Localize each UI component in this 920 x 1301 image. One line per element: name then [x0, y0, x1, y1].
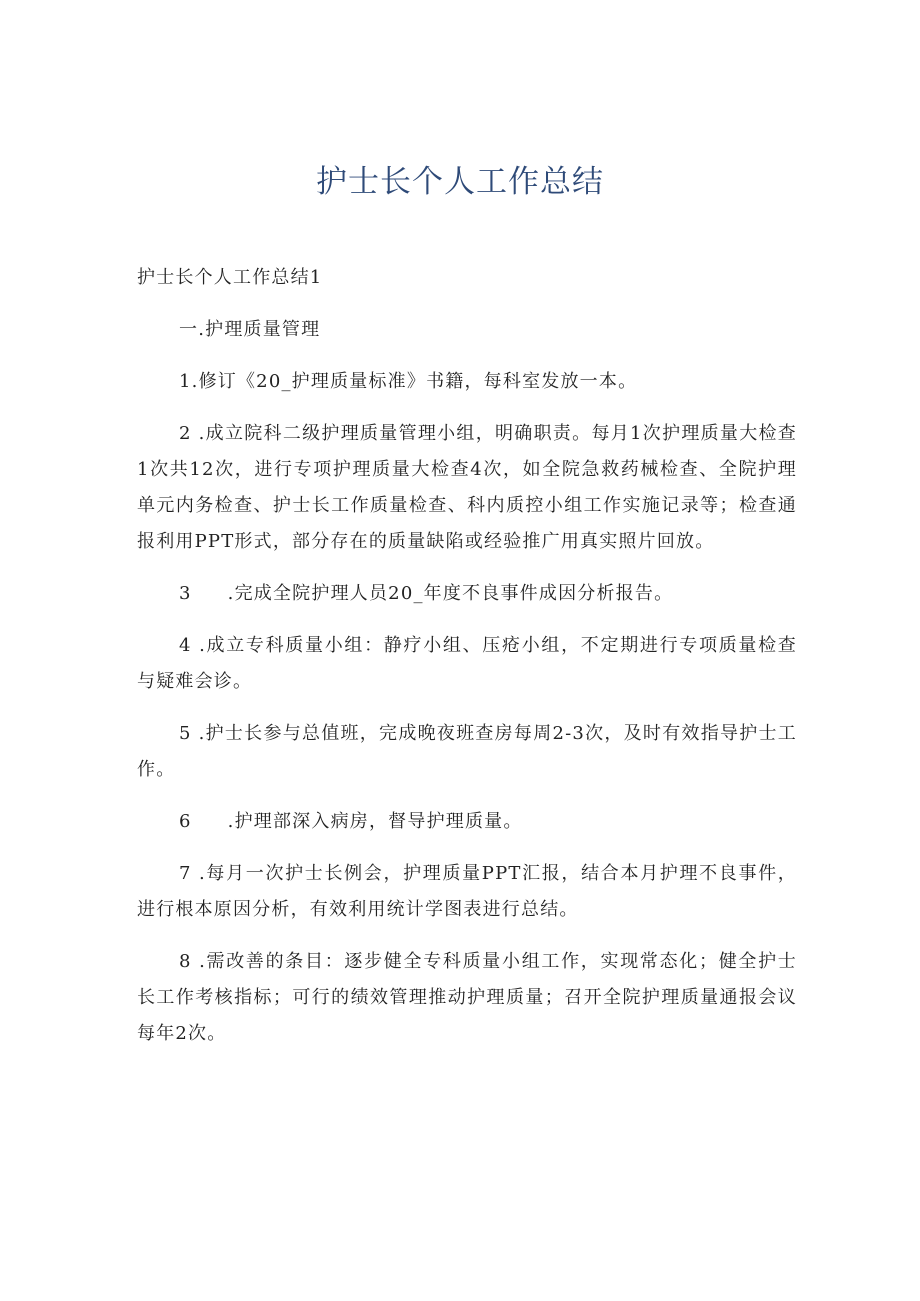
item-number: 5: [179, 723, 192, 744]
list-item: [137, 576, 797, 612]
item-text: 修订《20_护理质量标准》书籍，每科室发放一本。: [198, 371, 638, 392]
section-heading: 一.护理质量管理: [179, 319, 321, 340]
item-text: .完成全院护理人员20_年度不良事件成因分析报告。: [227, 583, 674, 604]
document-body: [137, 260, 797, 1068]
item-number: 3: [179, 583, 192, 604]
item-number: 4: [179, 635, 192, 656]
item-text: .成立院科二级护理质量管理小组，明确职责。每月1次护理质量大检查1次共12次，进行专项护理质量大检查4次，如全院急救药械检查、全院护理单元内务检查、护士长工作质量检查、科内质控小组工作实施记录等；检查通报利用PPT形式，部分存在的质量缺陷或经验推广用真实照片回放。: [137, 423, 797, 552]
list-item: [137, 804, 797, 840]
list-item: [137, 716, 797, 788]
item-number: 1.: [179, 371, 199, 392]
item-text: .护理部深入病房，督导护理质量。: [227, 811, 523, 832]
list-item: [137, 944, 797, 1052]
item-number: 2: [179, 423, 192, 444]
item-text: .护士长参与总值班，完成晚夜班查房每周2-3次，及时有效指导护士工作。: [137, 723, 798, 780]
subtitle: 护士长个人工作总结1: [137, 267, 323, 288]
list-item: [137, 628, 797, 700]
document-title: 护士长个人工作总结: [316, 164, 604, 200]
item-number: 8: [179, 951, 192, 972]
item-text: .成立专科质量小组：静疗小组、压疮小组，不定期进行专项质量检查与疑难会诊。: [137, 635, 797, 692]
item-text: .需改善的条目：逐步健全专科质量小组工作，实现常态化；健全护士长工作考核指标；可行的绩效管理推动护理质量；召开全院护理质量通报会议每年2次。: [137, 951, 797, 1044]
list-item: [137, 416, 797, 560]
item-text: .每月一次护士长例会，护理质量PPT汇报，结合本月护理不良事件，进行根本原因分析，有效利用统计学图表进行总结。: [137, 863, 797, 920]
item-number: 7: [179, 863, 192, 884]
list-item: [137, 856, 797, 928]
list-item: [137, 364, 797, 400]
item-number: 6: [179, 811, 192, 832]
